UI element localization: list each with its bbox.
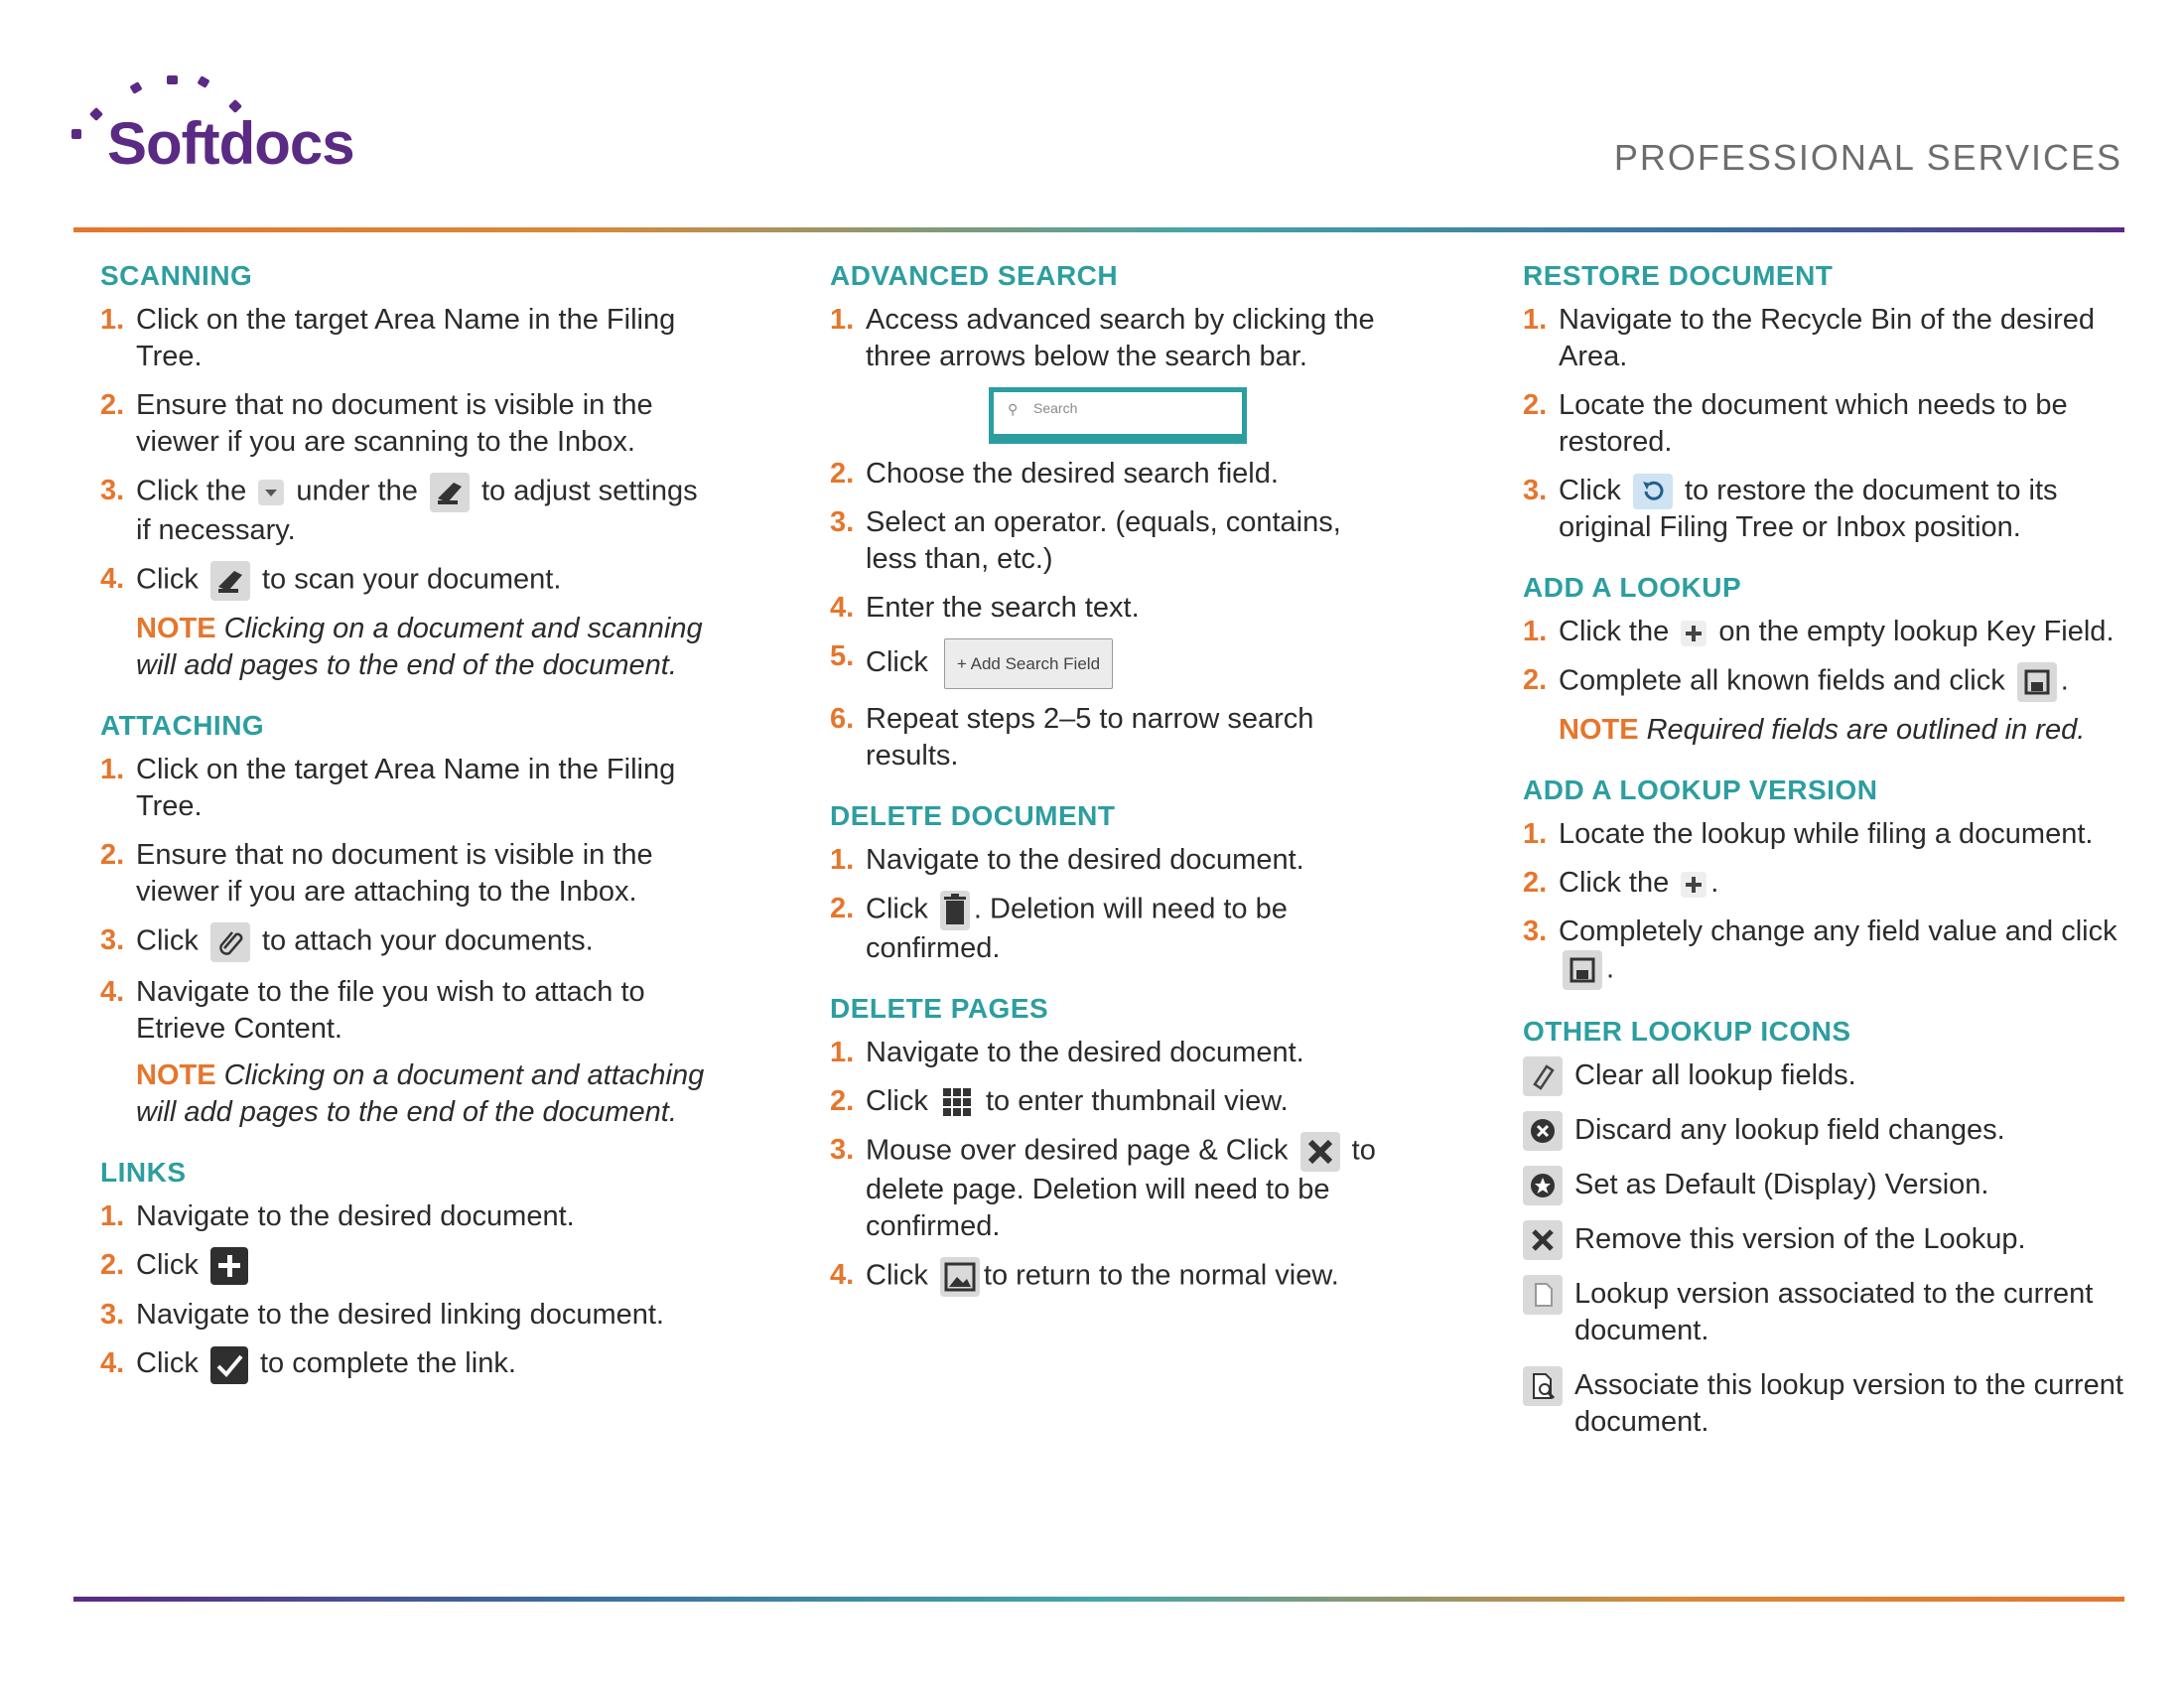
section-add-lookup-version (1523, 774, 2138, 990)
step-text: Navigate to the desired linking document. (136, 1299, 664, 1332)
eraser-icon[interactable] (1523, 1056, 1563, 1096)
step-text: Click the (1559, 616, 1670, 648)
plus-icon[interactable] (210, 1247, 248, 1285)
step (830, 891, 1386, 967)
step (100, 1198, 716, 1235)
step-text: Click on the target Area Name in the Filing Tree. (136, 754, 676, 822)
step (830, 1083, 1386, 1120)
step (830, 456, 1386, 492)
step (830, 638, 1386, 689)
brand-name: Softdocs (107, 110, 354, 177)
icon-row (1523, 1112, 2138, 1149)
note-label: NOTE (136, 1059, 216, 1091)
save-icon[interactable] (2017, 662, 2057, 702)
icon-row-text: Lookup version associated to the current document. (1574, 1278, 2094, 1347)
step-number: 6. (830, 703, 855, 735)
step-text: Click (136, 1249, 199, 1281)
step (100, 561, 716, 601)
step (830, 842, 1386, 879)
note-label: NOTE (136, 613, 216, 644)
step-number: 1. (1523, 304, 1548, 336)
step (1523, 387, 2138, 461)
step-number: 1. (1523, 818, 1548, 851)
logo-dot (167, 75, 178, 84)
step-number: 2. (830, 893, 855, 924)
section-other-lookup-icons (1523, 1016, 2138, 1441)
step-number: 1. (100, 754, 125, 785)
star-icon[interactable] (1523, 1166, 1563, 1205)
column-right (1523, 260, 2138, 1467)
icon-row (1523, 1057, 2138, 1094)
step (1523, 473, 2138, 546)
step-number: 2. (830, 458, 855, 490)
paperclip-icon[interactable] (210, 922, 250, 962)
step-number: 1. (830, 844, 855, 876)
step-number: 4. (830, 592, 855, 624)
step-text: Click (136, 1347, 199, 1380)
step-number: 4. (100, 1347, 125, 1380)
step-text: Navigate to the file you wish to attach to Etrieve Content. (136, 976, 645, 1045)
column-middle (830, 260, 1386, 1323)
step-text: Choose the desired search field. (866, 458, 1279, 490)
close-x-icon[interactable] (1300, 1132, 1340, 1172)
step-text: Enter the search text. (866, 592, 1140, 624)
icon-row-text: Associate this lookup version to the current document. (1574, 1369, 2123, 1439)
step-text: to adjust settings if necessary. (136, 475, 698, 546)
step-text: Select an operator. (equals, contains, less than, etc.) (866, 506, 1341, 575)
scanner-icon[interactable] (210, 561, 250, 601)
remove-icon[interactable] (1523, 1220, 1563, 1260)
section-delete-document (830, 800, 1386, 967)
note-text: Clicking on a document and scanning will add pages to the end of the document. (136, 613, 703, 681)
note (1523, 712, 2138, 749)
step-text: to scan your document. (261, 563, 562, 596)
note-text: Required fields are outlined in red. (1646, 714, 2086, 747)
logo-dot (89, 107, 103, 121)
step-number: 4. (100, 563, 125, 595)
step (830, 1132, 1386, 1245)
section-title: ADD A LOOKUP (1523, 572, 1742, 604)
save-icon[interactable] (1563, 950, 1602, 990)
plus-icon[interactable] (1681, 872, 1706, 898)
step-number: 4. (830, 1259, 855, 1291)
step-text: Navigate to the desired document. (866, 1037, 1304, 1068)
step-number: 3. (100, 1299, 125, 1332)
icon-row-text: Clear all lookup fields. (1574, 1059, 1856, 1092)
logo-dot (71, 129, 81, 139)
step-text: Navigate to the desired document. (136, 1200, 575, 1232)
step-number: 3. (100, 475, 125, 506)
scanner-icon[interactable] (430, 473, 470, 512)
step-text: Click (866, 893, 928, 925)
step (1523, 816, 2138, 853)
step (100, 922, 716, 962)
step (1523, 662, 2138, 702)
step-text: Complete all known fields and click (1559, 665, 2005, 697)
step-number: 1. (100, 1200, 125, 1232)
step-text: Click (1559, 475, 1621, 506)
step-text: Click (136, 563, 199, 596)
step-text: Mouse over desired page & Click (866, 1134, 1289, 1167)
section-title: ADD A LOOKUP VERSION (1523, 774, 1878, 806)
step (100, 837, 716, 911)
search-placeholder: Search (1033, 400, 1078, 416)
step-number: 2. (1523, 389, 1548, 421)
step-text: to attach your documents. (261, 924, 594, 957)
search-bar[interactable] (989, 387, 1247, 444)
step-text: Repeat steps 2–5 to narrow search results. (866, 703, 1314, 772)
section-advanced-search (830, 260, 1386, 774)
step-text: Navigate to the Recycle Bin of the desired Area. (1559, 304, 2096, 372)
step-text: Access advanced search by clicking the three arrows below the search bar. (866, 304, 1375, 372)
step-text: Ensure that no document is visible in the viewer if you are scanning to the Inbox. (136, 389, 653, 458)
step (1523, 914, 2138, 990)
icon-row (1523, 1276, 2138, 1349)
section-title: OTHER LOOKUP ICONS (1523, 1016, 1851, 1048)
step-text: Click (866, 1259, 928, 1292)
section-add-lookup (1523, 572, 2138, 749)
step-text: Ensure that no document is visible in the viewer if you are attaching to the Inbox. (136, 839, 653, 908)
section-title: SCANNING (100, 260, 253, 291)
step-number: 2. (830, 1085, 855, 1117)
section-title: LINKS (100, 1157, 187, 1188)
step-number: 1. (1523, 616, 1548, 648)
section-attaching (100, 710, 716, 1131)
top-divider (73, 227, 2124, 232)
icon-row (1523, 1221, 2138, 1258)
search-icon: ⚲ (1008, 401, 1019, 417)
step-text: Locate the lookup while filing a document. (1559, 818, 2094, 851)
step-number: 2. (100, 1249, 125, 1281)
trash-icon[interactable] (940, 891, 970, 930)
softdocs-logo (71, 71, 354, 181)
section-title: ADVANCED SEARCH (830, 260, 1119, 291)
step (100, 1247, 716, 1285)
step-text: Click the (136, 475, 247, 507)
step-number: 1. (100, 304, 125, 336)
associate-icon[interactable] (1523, 1366, 1563, 1406)
section-title: RESTORE DOCUMENT (1523, 260, 1834, 291)
step (830, 1257, 1386, 1297)
step-number: 5. (830, 640, 855, 672)
step-number: 3. (830, 506, 855, 538)
step-text: to restore the document to its original Filing Tree or Inbox position. (1559, 475, 2058, 544)
discard-icon[interactable] (1523, 1111, 1563, 1151)
step-text: Click on the target Area Name in the Filing Tree. (136, 304, 676, 372)
step (830, 701, 1386, 774)
step-number: 3. (100, 924, 125, 956)
step (100, 752, 716, 825)
step-number: 2. (100, 839, 125, 871)
section-delete-pages (830, 993, 1386, 1297)
step-text: Click (866, 646, 928, 679)
step-number: 3. (1523, 915, 1548, 948)
restore-icon[interactable] (1633, 474, 1673, 509)
section-title: DELETE DOCUMENT (830, 800, 1116, 831)
icon-row (1523, 1167, 2138, 1203)
step-number: 1. (830, 304, 855, 336)
service-title: PROFESSIONAL SERVICES (1613, 137, 2122, 178)
step-text: Click the (1559, 867, 1670, 900)
step-number: 2. (1523, 664, 1548, 697)
logo-dot (197, 75, 209, 88)
step (1523, 614, 2138, 650)
note (100, 611, 716, 684)
step-text: . (1606, 953, 1615, 985)
step-text: . (2060, 665, 2069, 697)
step-text: Navigate to the desired document. (866, 844, 1304, 876)
icon-row-text: Discard any lookup field changes. (1574, 1114, 2005, 1147)
add-search-field-button[interactable]: + Add Search Field (944, 638, 1113, 689)
step-text: to complete the link. (259, 1347, 516, 1380)
step (1523, 302, 2138, 375)
plus-icon[interactable] (1681, 621, 1706, 646)
checkmark-icon[interactable] (210, 1346, 248, 1384)
step-number: 2. (100, 389, 125, 421)
note-label: NOTE (1559, 714, 1639, 747)
step-text: to return to the normal view. (983, 1259, 1339, 1292)
step-text: . (1710, 867, 1719, 900)
step (830, 590, 1386, 627)
thumbnail-grid-icon[interactable] (940, 1085, 974, 1119)
step (100, 974, 716, 1048)
section-title: DELETE PAGES (830, 993, 1049, 1024)
step-text: Completely change any field value and click (1559, 915, 2117, 948)
step-text: to enter thumbnail view. (985, 1085, 1289, 1117)
step (1523, 865, 2138, 902)
step-text: to delete page. Deletion will need to be confirmed. (866, 1134, 1376, 1242)
icon-row-text: Remove this version of the Lookup. (1574, 1223, 2026, 1256)
section-title: ATTACHING (100, 710, 265, 741)
step-number: 3. (830, 1134, 855, 1166)
step-text: Click (866, 1085, 928, 1117)
icon-row-text: Set as Default (Display) Version. (1574, 1169, 1989, 1201)
step-number: 3. (1523, 475, 1548, 506)
note (100, 1057, 716, 1131)
bottom-divider (73, 1597, 2124, 1602)
section-links (100, 1157, 716, 1384)
step-text: under the (296, 475, 418, 507)
column-left (100, 260, 716, 1410)
step-text: . Deletion will need to be confirmed. (866, 893, 1288, 964)
step-text: on the empty lookup Key Field. (1718, 616, 2115, 648)
logo-dot (129, 81, 142, 94)
section-scanning (100, 260, 716, 684)
step (830, 302, 1386, 375)
step-text: Click (136, 924, 199, 957)
note-text: Clicking on a document and attaching will add pages to the end of the document. (136, 1059, 705, 1128)
document-icon[interactable] (1523, 1275, 1563, 1315)
icon-row (1523, 1367, 2138, 1441)
step-text: Locate the document which needs to be restored. (1559, 389, 2068, 458)
step-number: 1. (830, 1037, 855, 1068)
step-number: 2. (1523, 867, 1548, 900)
section-restore-document (1523, 260, 2138, 546)
step (830, 1035, 1386, 1071)
step (830, 504, 1386, 578)
step (100, 387, 716, 461)
step-number: 4. (100, 976, 125, 1008)
image-view-icon[interactable] (940, 1257, 980, 1297)
step (100, 1345, 716, 1383)
step (100, 1297, 716, 1334)
step (100, 473, 716, 549)
step (100, 302, 716, 375)
dropdown-arrow-icon[interactable] (258, 480, 284, 505)
